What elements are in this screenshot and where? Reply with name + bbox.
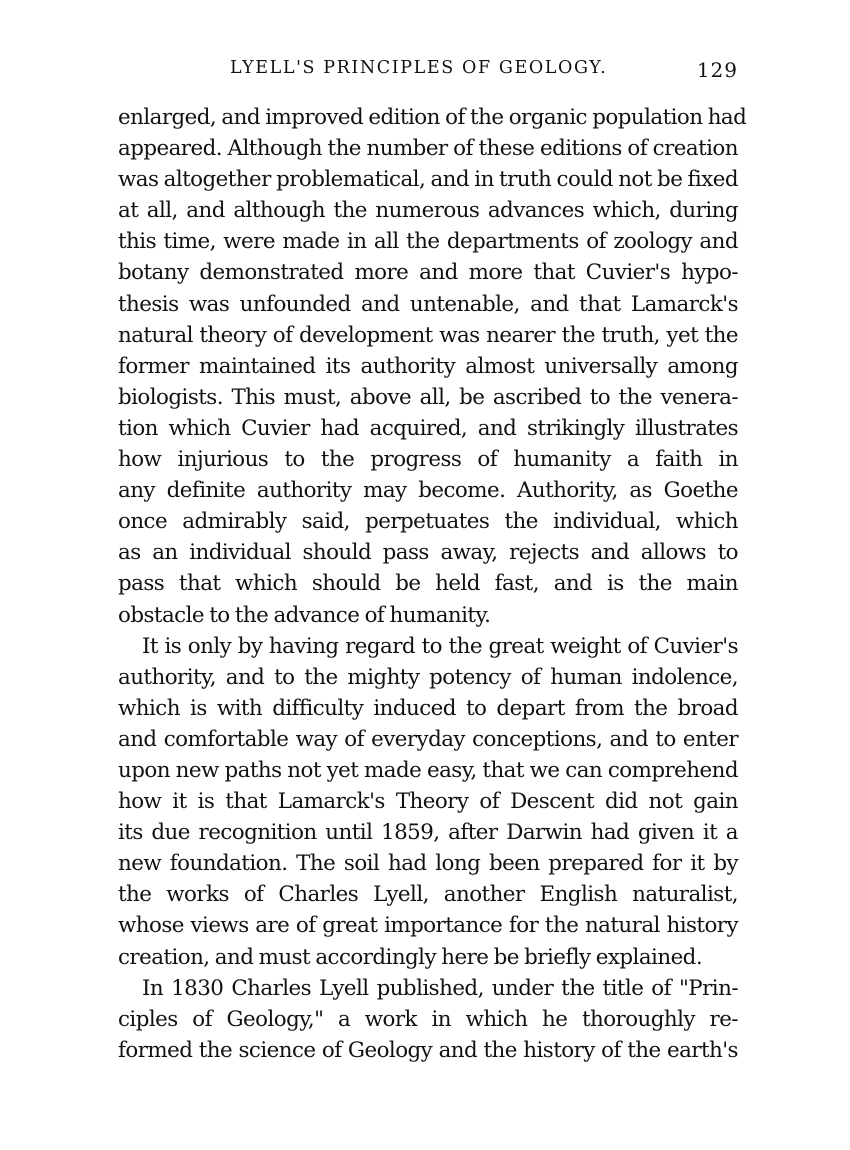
text-line: It is only by having regard to the great weight of Cuvier's [142,633,738,659]
paragraph-3 [118,973,738,1066]
text-line: whose views are of great importance for the natural history [118,913,738,939]
text-line: its due recognition until 1859, after Darwin had given it a [118,820,738,846]
text-line: formed the science of Geology and the history of the earth's [118,1037,738,1063]
text-line: In 1830 Charles Lyell published, under the title of "Prin- [142,975,738,1001]
text-line: appeared. Although the number of these editions of creation [118,136,738,162]
paragraph-2 [118,631,738,973]
text-line: tion which Cuvier had acquired, and strikingly illustrates [118,415,738,441]
running-head [118,58,738,88]
text-line: how it is that Lamarck's Theory of Descent did not gain [118,789,738,815]
text-line: was altogether problematical, and in truth could not be fixed [118,167,738,193]
text-line: authority, and to the mighty potency of human indolence, [118,664,738,690]
running-title: LYELL'S PRINCIPLES OF GEOLOGY. [230,58,608,78]
text-line: upon new paths not yet made easy, that we can comprehend [118,757,738,783]
text-line: ciples of Geology," a work in which he thoroughly re- [118,1006,738,1032]
text-line: and comfortable way of everyday conceptions, and to enter [118,726,738,752]
text-line: as an individual should pass away, rejects and allows to [118,540,738,566]
book-page [118,58,747,1066]
text-line: botany demonstrated more and more that Cuvier's hypo- [118,260,738,286]
text-line: at all, and although the numerous advances which, during [118,198,738,224]
text-line: once admirably said, perpetuates the individual, which [118,509,738,535]
text-line: this time, were made in all the departments of zoology and [118,229,738,255]
page-number: 129 [696,58,738,82]
text-line: enlarged, and improved edition of the organic population had [118,105,747,130]
text-line: which is with difficulty induced to depart from the broad [118,695,738,721]
body-text [118,102,747,1066]
text-line: obstacle to the advance of humanity. [118,602,491,628]
text-line: former maintained its authority almost universally among [118,353,738,379]
text-line: new foundation. The soil had long been prepared for it by [118,851,738,877]
text-line: thesis was unfounded and untenable, and that Lamarck's [118,291,738,317]
text-line: pass that which should be held fast, and is the main [118,571,738,597]
text-line: biologists. This must, above all, be ascribed to the venera- [118,384,738,410]
text-line: any definite authority may become. Authority, as Goethe [118,478,738,504]
text-line: natural theory of development was nearer the truth, yet the [118,322,738,348]
paragraph-1 [118,102,747,631]
text-line: the works of Charles Lyell, another English naturalist, [118,882,738,908]
text-line: creation, and must accordingly here be briefly explained. [118,944,703,970]
text-line: how injurious to the progress of humanity a faith in [118,447,738,473]
